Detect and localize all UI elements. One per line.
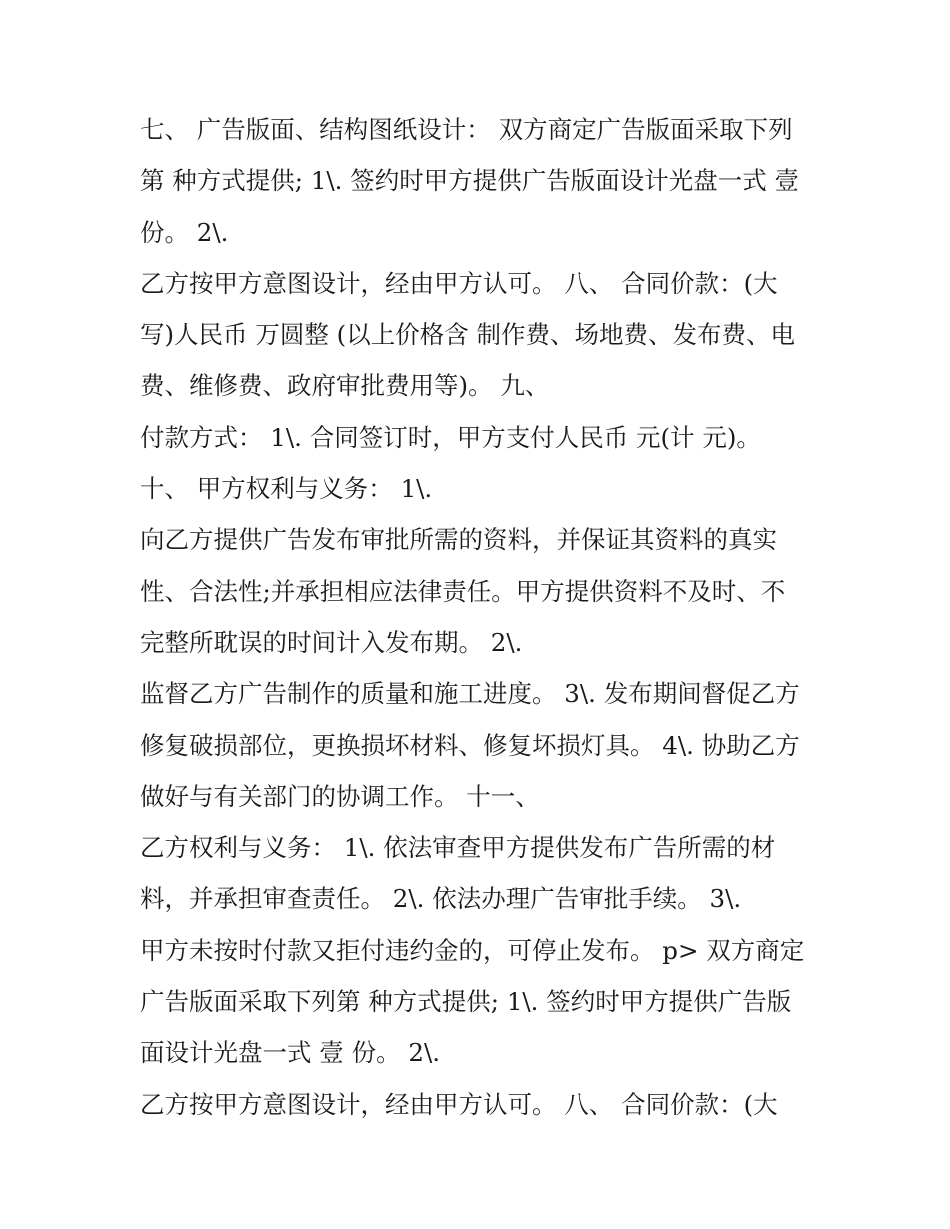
text-line: 完整所耽误的时间计入发布期。 2\. <box>140 627 523 657</box>
text-line: 面设计光盘一式 壹 份。 2\. <box>140 1038 440 1068</box>
text-line: 费、维修费、政府审批费用等)。 九、 <box>140 371 550 401</box>
text-line: 性、合法性;并承担相应法律责任。甲方提供资料不及时、不 <box>140 576 786 606</box>
text-line: 乙方按甲方意图设计，经由甲方认可。 八、 合同价款：(大 <box>140 1089 778 1119</box>
contract-text <box>140 104 820 1130</box>
text-line: 甲方未按时付款又拒付违约金的，可停止发布。 p> 双方商定 <box>140 935 805 965</box>
text-line: 向乙方提供广告发布审批所需的资料，并保证其资料的真实 <box>140 525 777 555</box>
text-line: 乙方权利与义务： 1\. 依法审查甲方提供发布广告所需的材 <box>140 833 776 863</box>
text-line: 十、 甲方权利与义务： 1\. <box>140 474 433 504</box>
text-line: 七、 广告版面、结构图纸设计： 双方商定广告版面采取下列 <box>140 115 793 144</box>
text-line: 乙方按甲方意图设计，经由甲方认可。 八、 合同价款：(大 <box>140 268 778 298</box>
text-line: 第 种方式提供; 1\. 签约时甲方提供广告版面设计光盘一式 壹 <box>140 166 800 196</box>
text-line: 修复破损部位，更换损坏材料、修复坏损灯具。 4\. 协助乙方 <box>140 730 800 760</box>
text-line: 监督乙方广告制作的质量和施工进度。 3\. 发布期间督促乙方 <box>140 679 800 709</box>
text-line: 广告版面采取下列第 种方式提供; 1\. 签约时甲方提供广告版 <box>140 987 792 1017</box>
text-line: 写)人民币 万圆整 (以上价格含 制作费、场地费、发布费、电 <box>140 320 795 350</box>
text-line: 份。 2\. <box>140 217 229 247</box>
text-line: 料，并承担审查责任。 2\. 依法办理广告审批手续。 3\. <box>140 884 742 914</box>
text-line: 付款方式： 1\. 合同签订时，甲方支付人民币 元(计 元)。 <box>140 422 761 452</box>
text-line: 做好与有关部门的协调工作。 十一、 <box>140 781 540 811</box>
